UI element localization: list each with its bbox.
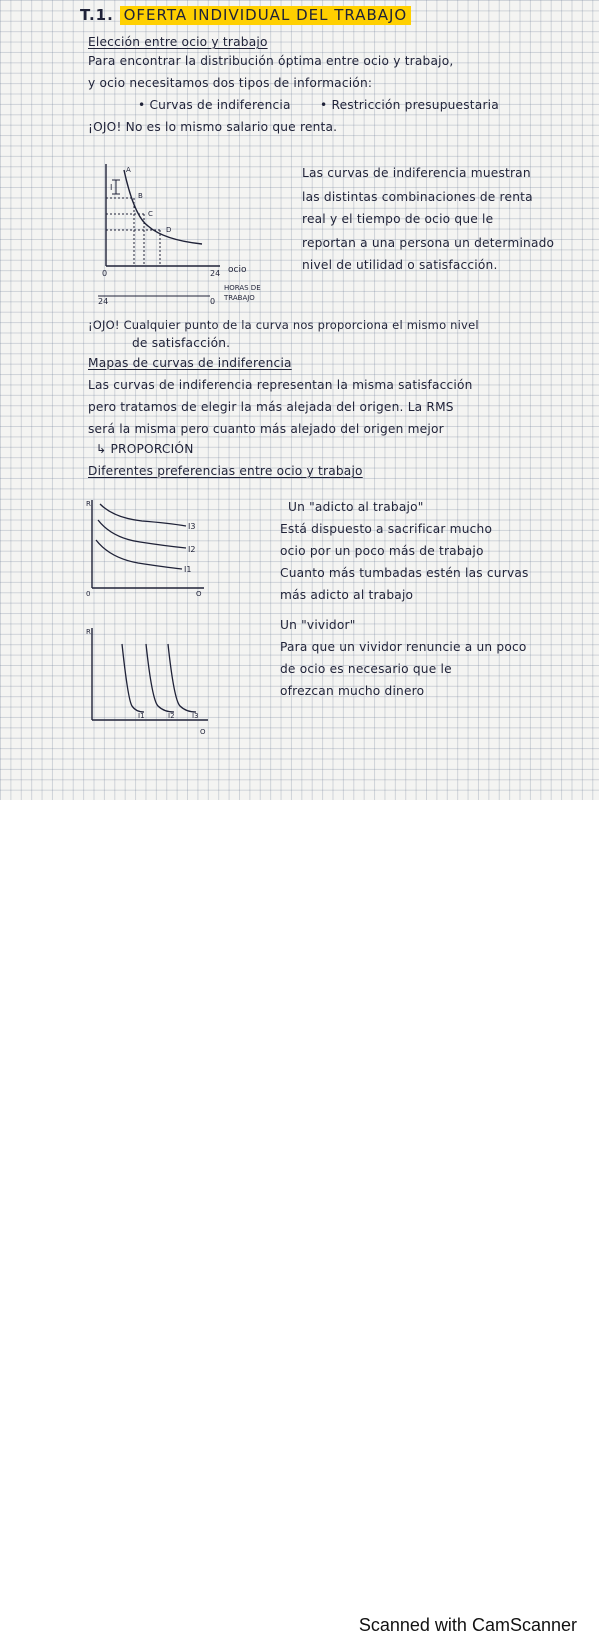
paragraph-line: ↳ PROPORCIÓN bbox=[96, 442, 194, 456]
axis-label-leisure: O bbox=[200, 728, 206, 736]
paragraph-line: Las curvas de indiferencia representan la misma satisfacción bbox=[88, 378, 473, 392]
note-same-satisfaction: de satisfacción. bbox=[132, 336, 231, 350]
curve-label-i1: I1 bbox=[184, 565, 192, 574]
point-label: B bbox=[138, 192, 143, 200]
paragraph-line: Para que un vividor renuncie a un poco bbox=[280, 640, 527, 654]
axis-end: 24 bbox=[98, 297, 109, 306]
note-same-satisfaction: ¡OJO! Cualquier punto de la curva nos proporciona el mismo nivel bbox=[88, 318, 479, 332]
workaholic-curves-graph bbox=[82, 496, 212, 596]
section-heading-preferences: Diferentes preferencias entre ocio y trabajo bbox=[88, 464, 363, 478]
bullet-indifference-curves: • Curvas de indiferencia bbox=[138, 98, 291, 112]
paragraph-line: Un "vividor" bbox=[280, 618, 356, 632]
point-label: D bbox=[166, 226, 172, 234]
paragraph-line: las distintas combinaciones de renta bbox=[302, 190, 533, 204]
curve-label-i3: I3 bbox=[192, 712, 199, 720]
axis-origin: 0 bbox=[210, 297, 216, 306]
paragraph-line: pero tratamos de elegir la más alejada del origen. La RMS bbox=[88, 400, 454, 414]
paragraph-line: Las curvas de indiferencia muestran bbox=[302, 166, 531, 180]
paragraph-line: más adicto al trabajo bbox=[280, 588, 414, 602]
point-label: A bbox=[126, 166, 131, 174]
bullet-budget-constraint: • Restricción presupuestaria bbox=[320, 98, 499, 112]
scanner-watermark: Scanned with CamScanner bbox=[358, 1615, 577, 1635]
paragraph-line: Un "adicto al trabajo" bbox=[288, 500, 424, 514]
indifference-curve-graph bbox=[90, 160, 280, 310]
point-label: I bbox=[110, 183, 113, 192]
point-label: C bbox=[148, 210, 153, 218]
notebook-page bbox=[0, 0, 599, 800]
axis-origin: 0 bbox=[86, 590, 91, 598]
scan-footer bbox=[0, 800, 599, 1635]
axis-label-work-hours: TRABAJO bbox=[224, 294, 255, 302]
paragraph-line: real y el tiempo de ocio que le bbox=[302, 212, 494, 226]
paragraph-line: nivel de utilidad o satisfacción. bbox=[302, 258, 498, 272]
paragraph-line: Cuanto más tumbadas estén las curvas bbox=[280, 566, 529, 580]
axis-end: 24 bbox=[210, 269, 221, 278]
axis-label-income: R bbox=[86, 628, 91, 636]
curve-label-i3: I3 bbox=[188, 522, 196, 531]
note-salary-vs-income: ¡OJO! No es lo mismo salario que renta. bbox=[88, 120, 338, 134]
paragraph-line: será la misma pero cuanto más alejado del origen mejor bbox=[88, 422, 444, 436]
paragraph-line: Está dispuesto a sacrificar mucho bbox=[280, 522, 493, 536]
topic-title: OFERTA INDIVIDUAL DEL TRABAJO bbox=[120, 6, 412, 25]
axis-label-income: R bbox=[86, 500, 91, 508]
paragraph-line: Para encontrar la distribución óptima entre ocio y trabajo, bbox=[88, 54, 454, 68]
section-heading-choice: Elección entre ocio y trabajo bbox=[88, 35, 268, 49]
section-heading-maps: Mapas de curvas de indiferencia bbox=[88, 356, 292, 370]
bon-vivant-curves-graph bbox=[82, 620, 217, 745]
axis-label-leisure: O bbox=[196, 590, 202, 598]
page-title bbox=[80, 6, 411, 24]
topic-number: T.1. bbox=[80, 6, 114, 24]
axis-label-work-hours: HORAS DE bbox=[224, 284, 261, 292]
curve-label-i2: I2 bbox=[168, 712, 175, 720]
curve-label-i2: I2 bbox=[188, 545, 196, 554]
paragraph-line: y ocio necesitamos dos tipos de información: bbox=[88, 76, 373, 90]
paragraph-line: de ocio es necesario que le bbox=[280, 662, 452, 676]
axis-origin: 0 bbox=[102, 269, 108, 278]
paragraph-line: reportan a una persona un determinado bbox=[302, 236, 555, 250]
paragraph-line: ofrezcan mucho dinero bbox=[280, 684, 425, 698]
curve-label-i1: I1 bbox=[138, 712, 145, 720]
paragraph-line: ocio por un poco más de trabajo bbox=[280, 544, 484, 558]
axis-label-leisure: ocio bbox=[228, 265, 247, 275]
